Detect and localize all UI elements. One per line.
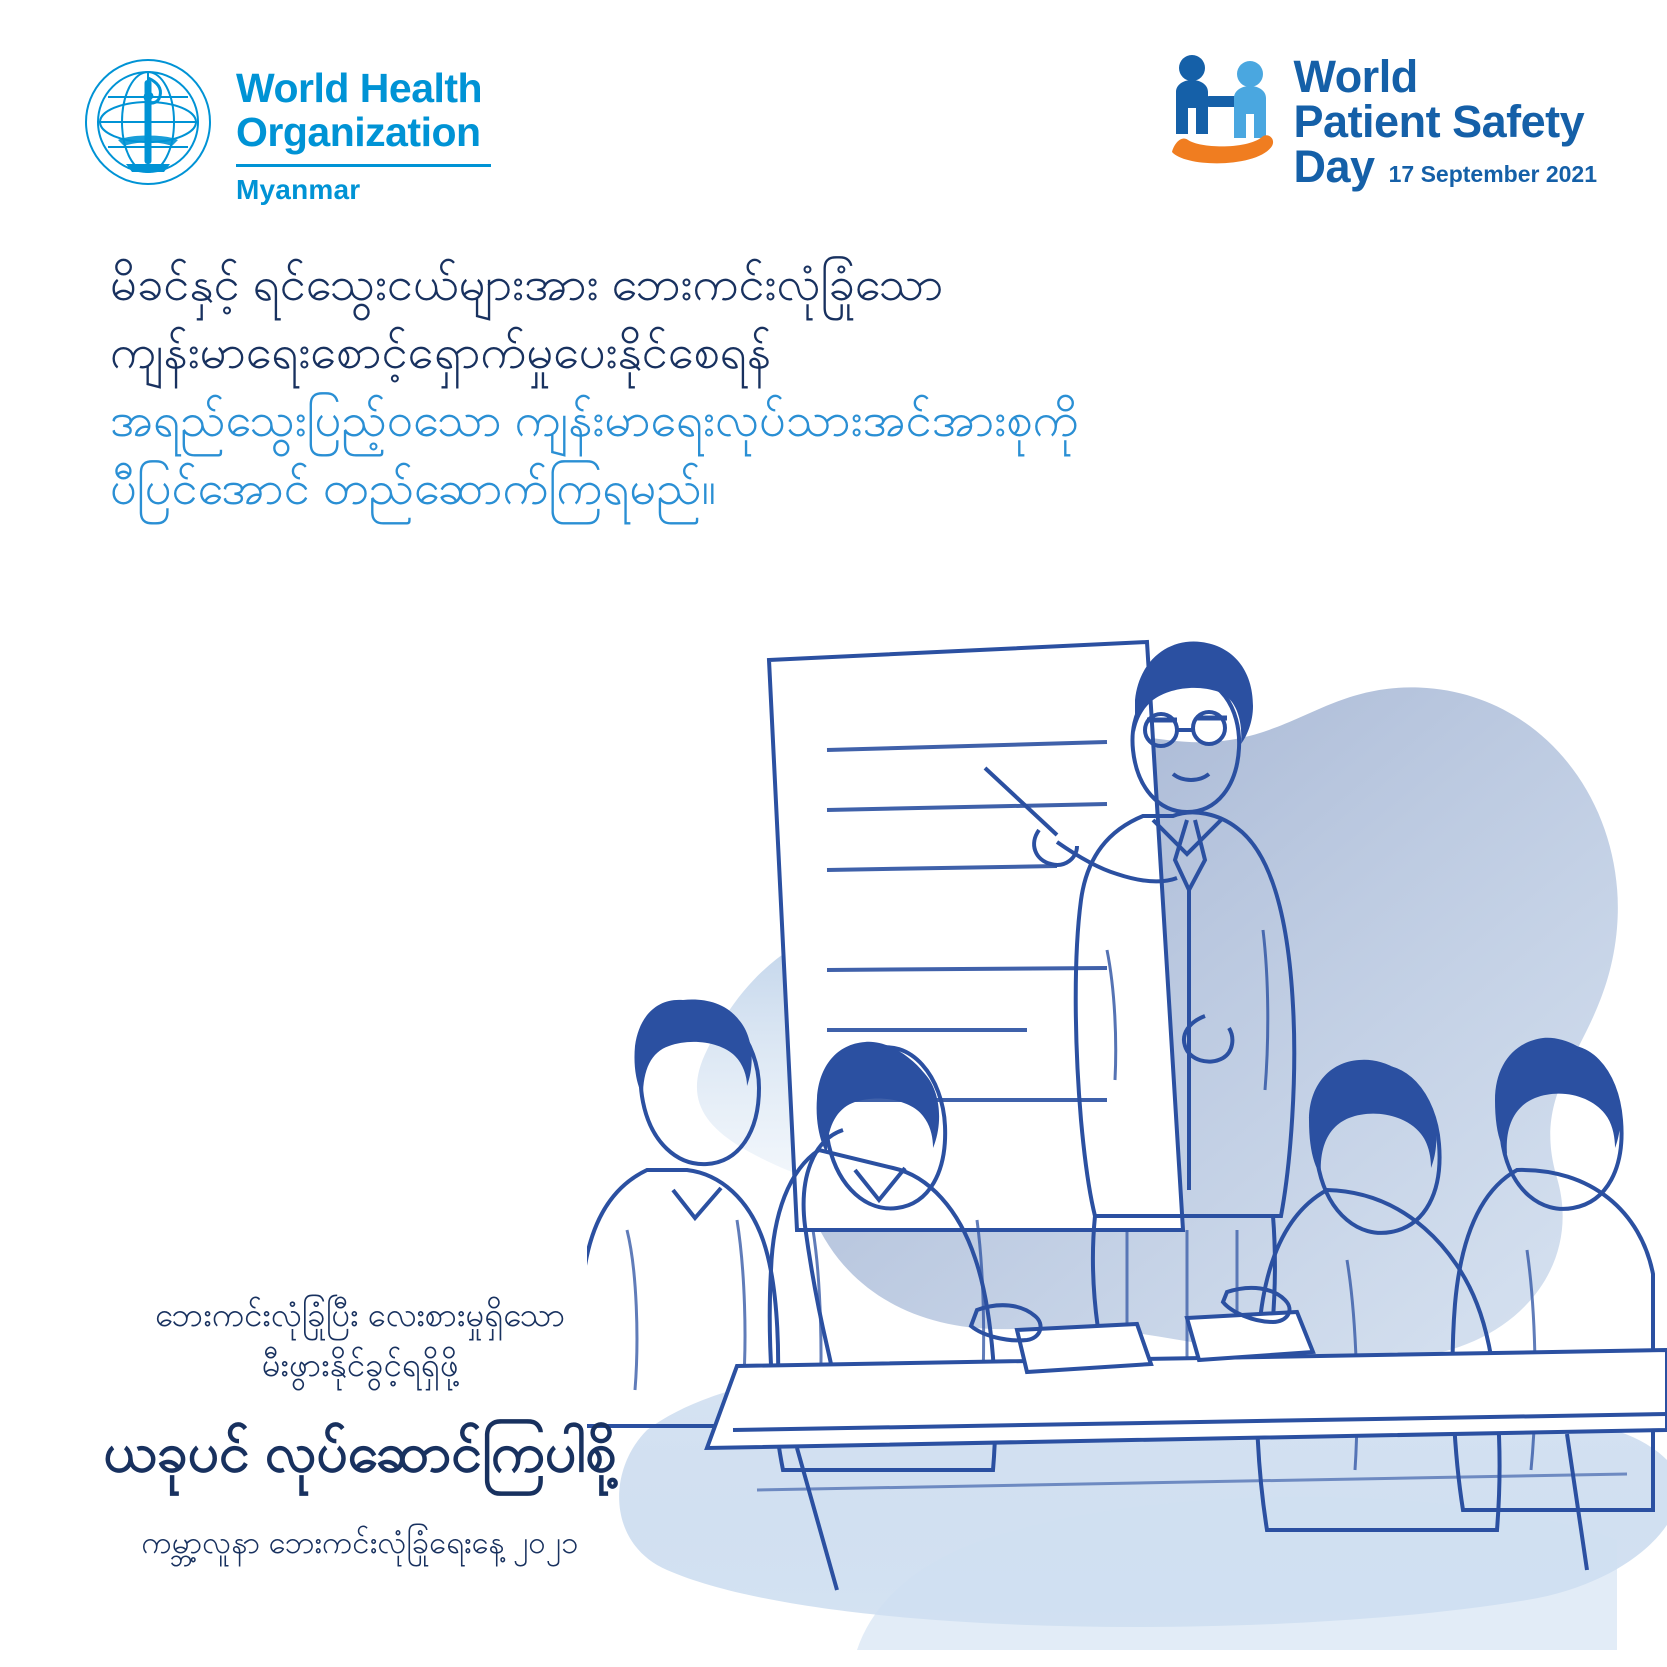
cta-main-line: ယခုပင် လုပ်ဆောင်ကြပါစို့ <box>103 1421 617 1483</box>
cta-small-line-2: မီးဖွားနိုင်ခွင့်ရရှိဖို့ <box>261 1345 459 1383</box>
campaign-wordmark <box>1294 48 1597 192</box>
campaign-line1: World <box>1293 51 1418 102</box>
who-emblem-icon <box>78 52 218 192</box>
who-name-line2: Organization <box>236 109 481 156</box>
call-to-action-block <box>0 1290 720 1566</box>
headline-line-3: အရည်သွေးပြည့်ဝသော ကျန်းမာရေးလုပ်သားအင်အားစုကို <box>110 393 1079 447</box>
who-divider <box>236 164 491 167</box>
who-name-line1: World Health <box>236 65 483 111</box>
training-session-illustration <box>587 530 1667 1667</box>
campaign-footer-line: ကမ္ဘာ့လူနာ ဘေးကင်းလုံခြုံရေးနေ့ ၂၀၂၁ <box>141 1524 579 1560</box>
who-country-label: Myanmar <box>236 173 361 205</box>
cta-small-line-1: ဘေးကင်းလုံခြုံပြီး လေးစားမှုရှိသော <box>154 1296 566 1333</box>
two-people-in-hand-icon <box>1166 48 1278 183</box>
campaign-date: 17 September 2021 <box>1388 161 1597 187</box>
campaign-branding <box>1166 48 1597 192</box>
headline-line-2: ကျန်းမာရေးစောင့်ရှောက်မှုပေးနိုင်စေရန် <box>110 325 772 379</box>
headline-block <box>110 250 1430 523</box>
campaign-line2: Patient Safety <box>1293 96 1585 147</box>
headline-line-1: မိခင်နှင့် ရင်သွေးငယ်များအား ဘေးကင်းလုံခြုံသော <box>110 257 944 310</box>
campaign-line3: Day <box>1293 141 1375 192</box>
flipchart <box>769 642 1183 1230</box>
headline-line-4: ပီပြင်အောင် တည်ဆောက်ကြရမည်။ <box>110 461 716 515</box>
who-branding <box>78 52 491 206</box>
campaign-day-and-date <box>1293 141 1597 192</box>
who-wordmark <box>236 52 491 206</box>
